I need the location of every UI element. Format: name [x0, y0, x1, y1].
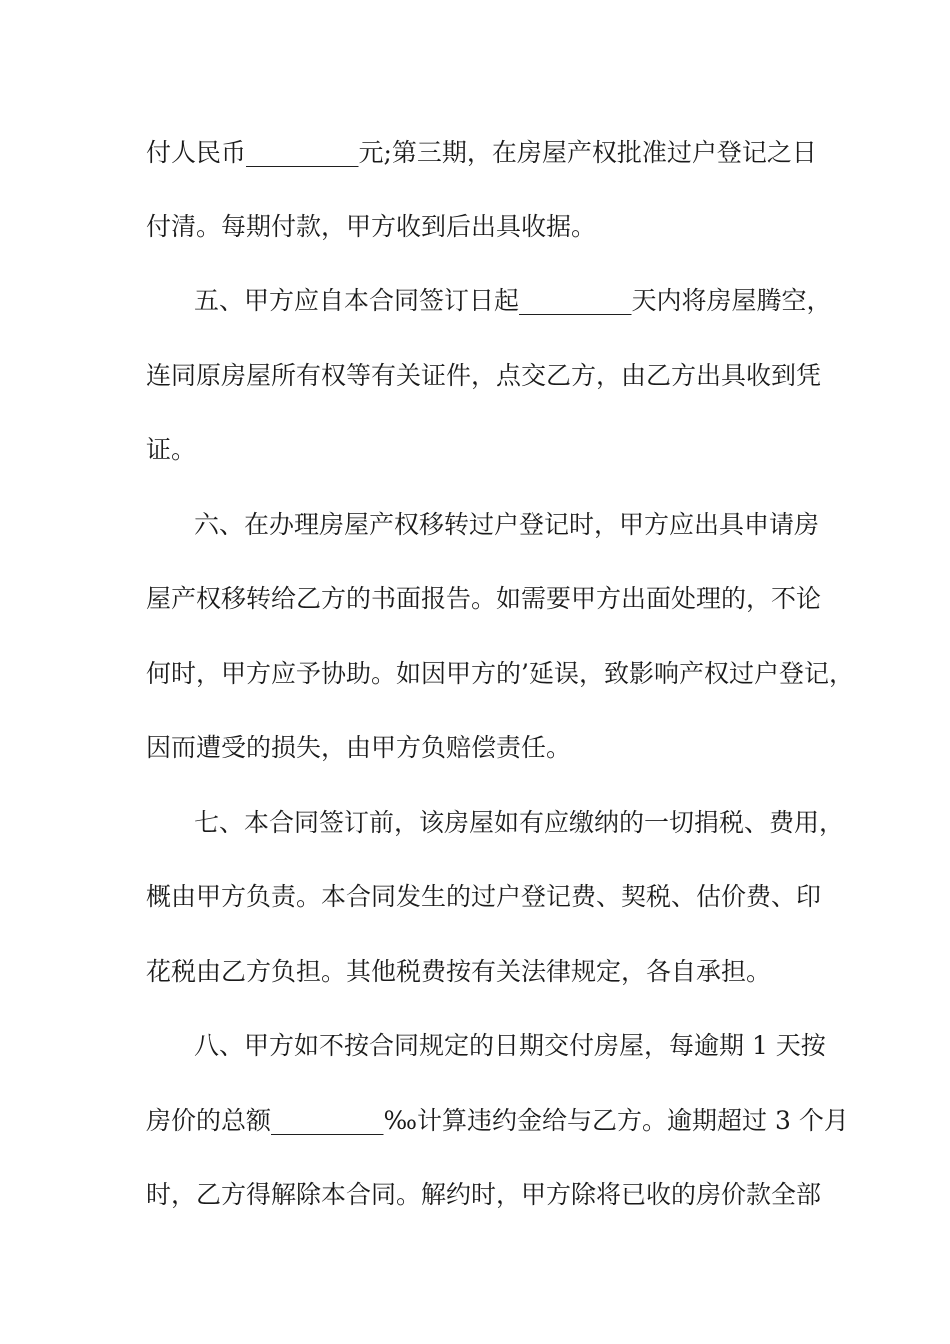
- clause-7-start: 七、本合同签订前，该房屋如有应缴纳的一切捐税、费用，: [194, 808, 845, 837]
- text-line: 概由甲方负责。本合同发生的过户登记费、契税、估价费、印: [146, 882, 822, 911]
- text-line: 屋产权移转给乙方的书面报告。如需要甲方出面处理的，不论: [146, 584, 822, 613]
- text-line: 花税由乙方负担。其他税费按有关法律规定，各自承担。: [146, 957, 772, 986]
- text-line: 付清。每期付款，甲方收到后出具收据。: [146, 212, 597, 241]
- text-line: 房价的总额_________‰计算违约金给与乙方。逾期超过 3 个月: [146, 1106, 849, 1135]
- text-line: 付人民币_________元;第三期，在房屋产权批准过户登记之日: [146, 138, 817, 167]
- text-line: 何时，甲方应予协助。如因甲方的’延误，致影响产权过户登记，: [146, 659, 854, 688]
- text-line: 连同原房屋所有权等有关证件，点交乙方，由乙方出具收到凭: [146, 361, 822, 390]
- text-line: 因而遭受的损失，由甲方负赔偿责任。: [146, 733, 572, 762]
- clause-8-start: 八、甲方如不按合同规定的日期交付房屋，每逾期 1 天按: [194, 1031, 826, 1060]
- text-line: 证。: [146, 435, 197, 464]
- clause-5-start: 五、甲方应自本合同签订日起_________天内将房屋腾空，: [194, 286, 832, 315]
- text-line: 时，乙方得解除本合同。解约时，甲方除将已收的房价款全部: [146, 1180, 822, 1209]
- clause-6-start: 六、在办理房屋产权移转过户登记时，甲方应出具申请房: [194, 510, 820, 539]
